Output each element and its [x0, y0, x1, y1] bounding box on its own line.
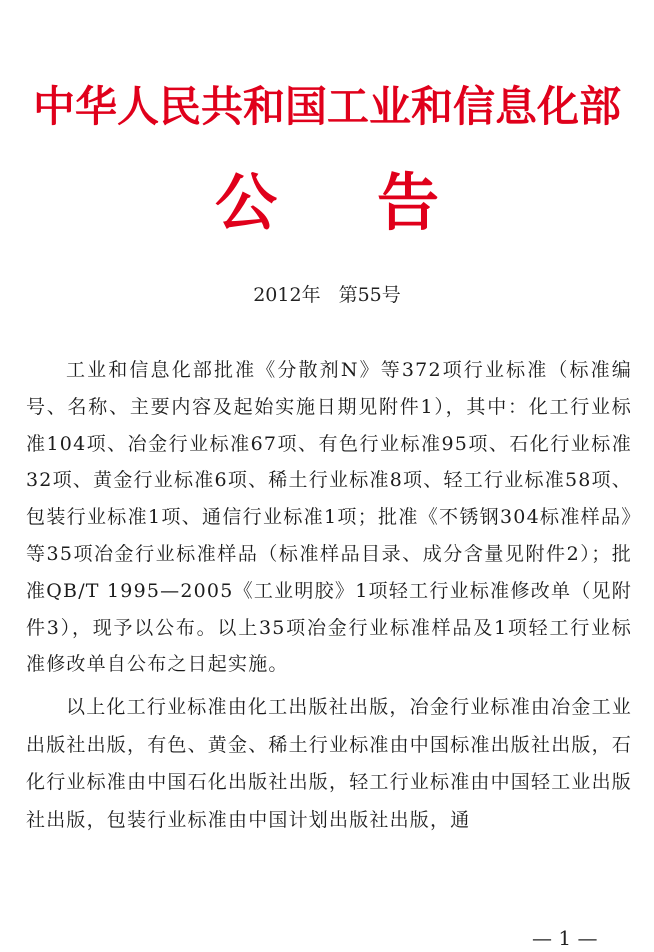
document-year: 2012年 [253, 284, 321, 306]
document-number [0, 282, 654, 308]
document-serial-number: 第55号 [338, 284, 401, 306]
issuing-organization-title: 中华人民共和国工业和信息化部 [32, 82, 621, 131]
announcement-body [26, 352, 632, 839]
document-type-title: 公告 [214, 166, 539, 239]
body-paragraph-2: 以上化工行业标准由化工出版社出版，冶金行业标准由冶金工业出版社出版，有色、黄金、稀土行业标准由中国标准出版社出版，石化行业标准由中国石化出版社出版，轻工行业标准由中国轻工业出版社出版，包装行业标准由中国计划出版社出版，通 [26, 696, 633, 831]
body-paragraph-1: 工业和信息化部批准《分散剂N》等372项行业标准（标准编号、名称、主要内容及起始实施日期见附件1），其中：化工行业标准104项、冶金行业标准67项、有色行业标准95项、石化行业标准32项、黄金行业标准6项、稀土行业标准8项、轻工行业标准58项、包装行业标准1项、通信行业标准1项；批准《不锈钢304标准样品》等35项冶金行业标准样品（标准样品目录、成分含量见附件2）；批准QB/T 1995—2005《工业明胶》1项轻工行业标准修改单（见附件3），现予以公布。以上35项冶金行业标准样品及1项轻工行业标准修改单自公布之日起实施。 [26, 359, 632, 676]
page-number: — 1 — [532, 926, 598, 950]
